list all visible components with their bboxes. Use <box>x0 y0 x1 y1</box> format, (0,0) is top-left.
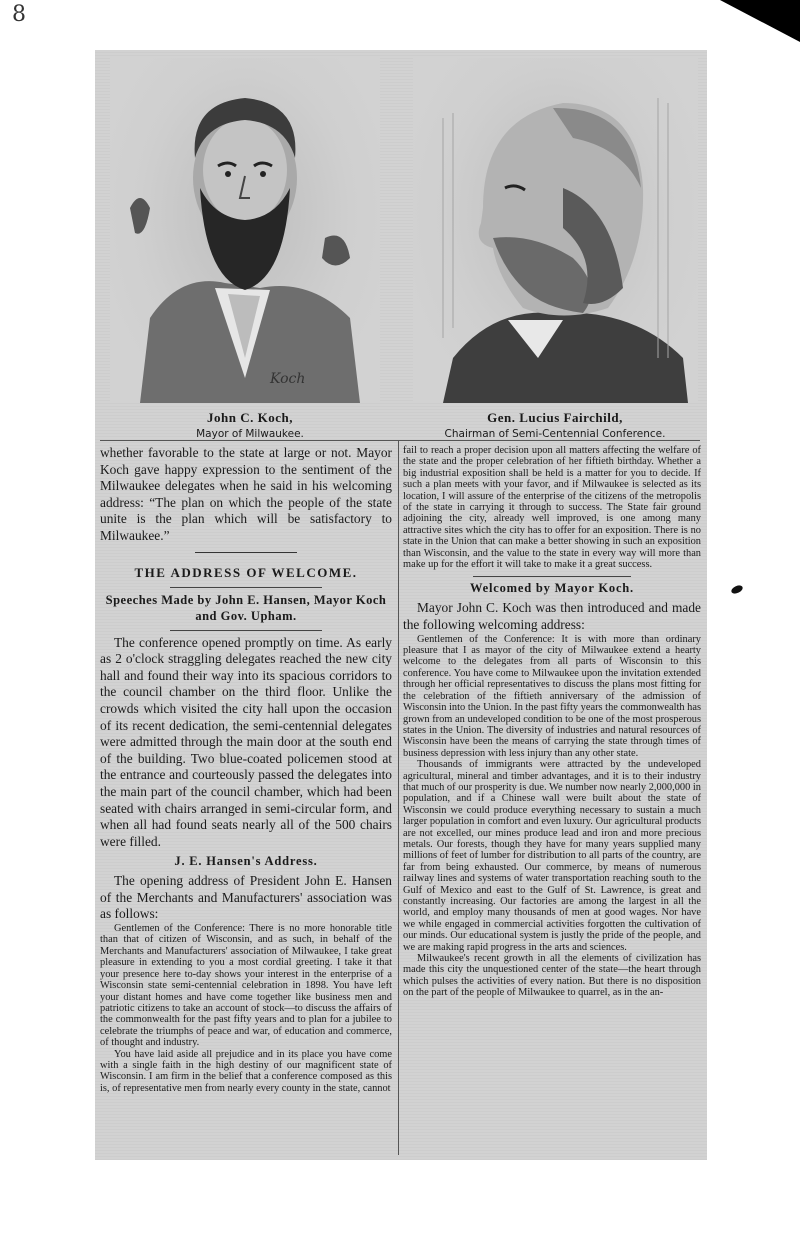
speeches-subheading: Speeches Made by John E. Hansen, Mayor Koch and Gov. Upham. <box>105 592 387 623</box>
hansen-address-heading: J. E. Hansen's Address. <box>174 854 318 869</box>
koch-engraving <box>110 58 380 403</box>
right-column <box>403 445 701 999</box>
column-divider <box>398 440 399 1155</box>
fairchild-engraving <box>413 58 698 403</box>
left-column <box>100 445 392 1094</box>
koch-speech-part3: Milwaukee's recent growth in all the elements of civilization has made this city the unquestioned center of the state—the heart through which pulses the activities of every nation. But there is no disposition on the part of the people of Milwaukee to quarrel, as in the an- <box>403 953 701 999</box>
koch-intro-paragraph: Mayor John C. Koch was then introduced and made the following welcoming address: <box>403 600 701 633</box>
subheading-rule <box>170 630 322 631</box>
header-rule <box>100 440 700 441</box>
heading-rule <box>170 587 322 588</box>
ink-blot <box>730 584 744 595</box>
portrait-lucius-fairchild <box>413 58 698 403</box>
caption-fairchild <box>405 410 705 440</box>
caption-koch-title: Mayor of Milwaukee. <box>196 428 304 440</box>
hansen-speech-part1: Gentlemen of the Conference: There is no more honorable title than that of citizen of Wisconsin, and as such, in behalf of the Merchants and Manufacturers' association of Milwaukee, I take great pleasure in extending to you a most cordial greeting. I take it that your presence here to-day shows your interest in the enterprise of a Wisconsin state semi-centennial celebration in 1898. You have left your distant homes and have come together like business men and patriotic citizens to take an account of stock—to discuss the affairs of the commonwealth for the past fifty years and to plan for a jubilee to celebrate the triumphs of peace and war, of education and commerce, of thought and industry. <box>100 923 392 1049</box>
section-ornament <box>100 549 392 557</box>
welcomed-by-koch-heading: Welcomed by Mayor Koch. <box>470 581 634 596</box>
intro-paragraph: whether favorable to the state at large or not. Mayor Koch gave happy expression to the sentiment of the Milwaukee delegates when he said in his welcoming address: “The plan on which the people of the state unite is the plan which will be satisfactory to Milwaukee.” <box>100 445 392 543</box>
conference-opened-paragraph: The conference opened promptly on time. As early as 2 o'clock straggling delegates reached the new city hall and found their way into its spacious corridors to the council chamber on the third floor. Unlike the crowds which visited the city hall upon the occasion of its recent dedication, the semi-centennial delegates were admitted through the main door at the south end of the building. Two blue-coated policemen stood at the entrance and courteously passed the delegates into the main part of the council chamber, which had been seated with chairs arranged in semi-circular form, and when all had found seats nearly all of the 500 chairs were filled. <box>100 634 392 849</box>
hansen-speech-continued: fail to reach a proper decision upon all matters affecting the welfare of the state and the proper celebration of her fiftieth birthday. Whether a big industrial exposition shall be held is a matter for you to decide. If such a plan meets with your favor, and if Milwaukee is selected as its location, I will assure of the enterprise of the citizens of the metropolis of the state in carrying it through to success. The State fair ground adjoining the city, already well improved, is one among many attractive sites which the city has to offer for an exposition. There is no state in the Union that can make a better showing in such an exposition than Wisconsin, and the value to the state in every way will more than make up for the effort it will take to make it a great success. <box>403 445 701 571</box>
caption-koch <box>115 410 385 440</box>
caption-fairchild-name: Gen. Lucius Fairchild, <box>487 410 623 425</box>
engraver-signature: Koch <box>270 371 306 387</box>
koch-speech-part1: Gentlemen of the Conference: It is with more than ordinary pleasure that I as mayor of the city of Milwaukee extend a hearty welcome to the delegates from all parts of Wisconsin to this conference. You have come to Milwaukee upon the invitation extended through her official representatives to discuss the plans most fitting for the celebration of the fiftieth anniversary of the admission of Wisconsin into the Union. In the past fifty years the commonwealth has grown from an undeveloped condition to be one of the most prosperous states in the Union. The diversity of industries and natural resources of Wisconsin have been the means of carrying the state through times of business depression with less injury than any other state. <box>403 633 701 759</box>
scan-corner-mark <box>720 0 800 42</box>
newspaper-clipping <box>95 50 707 1160</box>
address-of-welcome-heading: THE ADDRESS OF WELCOME. <box>134 564 358 580</box>
koch-speech-part2: Thousands of immigrants were attracted by the undeveloped agricultural, mineral and timber advantages, and it is to their industry that much of our prosperity is due. We number now nearly 2,000,000 in population, and if a Chinese wall were built about the state of Wisconsin we could produce everything necessary to sustain a much larger population in comfort and even luxury. Our agricultural products are not excelled, our mines produce lead and iron and more precious metals. Our forests, though they have for many years supplied many millions of feet of lumber for distribution to all parts of the country, are far from being exhausted. Our commerce, by means of numerous railway lines and systems of water transportation reaching south to the Gulf of Mexico and east to the Gulf of St. Lawrence, is great and constantly increasing. Our factories are among the largest in all the world, and employ many thousands of men at good wages. Nor have we while engaged in commercial activities forgotten the cultivation of our minds. Our educational system is justly the pride of the people, and we are making rapid progress in the arts and sciences. <box>403 759 701 953</box>
caption-koch-name: John C. Koch, <box>207 410 293 425</box>
hansen-intro-paragraph: The opening address of President John E. Hansen of the Merchants and Manufacturers' association was as follows: <box>100 873 392 922</box>
hansen-speech-part2: You have laid aside all prejudice and in its place you have come with a single faith in the high destiny of our magnificent state of Wisconsin. I am firm in the belief that a conference composed as this is, of representative men from nearly every county in the state, cannot <box>100 1048 392 1094</box>
page-number: 8 <box>12 2 26 27</box>
caption-fairchild-title: Chairman of Semi-Centennial Conference. <box>444 428 666 440</box>
koch-heading-rule <box>473 576 631 577</box>
portrait-john-koch <box>110 58 380 403</box>
